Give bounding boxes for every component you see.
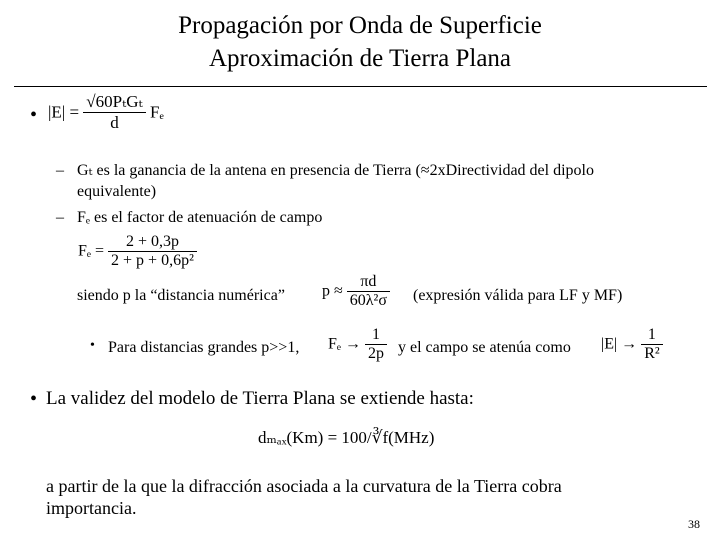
eq3-numerator: πd	[360, 273, 377, 290]
numeric-distance-text: siendo p la “distancia numérica”	[77, 287, 285, 304]
equation-field-decay	[601, 326, 663, 363]
eq5-denominator: R²	[641, 344, 662, 363]
eq2-fraction	[108, 233, 197, 270]
eq1-numerator: √60PₜGₜ	[86, 92, 143, 111]
eq1-fraction	[83, 92, 145, 133]
eq5-fraction	[641, 326, 662, 363]
gain-description: Gₜ es la ganancia de la antena en presencia de Tierra (≈2xDirectividad del dipolo equivalente)	[77, 162, 594, 200]
equation-numeric-distance	[322, 273, 390, 310]
equation-dmax: dₘₐₓ(Km) = 100/∛f(MHz)	[258, 428, 435, 447]
title-divider	[14, 86, 707, 87]
slide-title-line2: Aproximación de Tierra Plana	[208, 45, 512, 72]
equation-large-distance	[328, 326, 387, 363]
equation-attenuation-factor	[78, 233, 197, 270]
bullet-2-symbol: •	[30, 388, 38, 410]
validity-note: (expresión válida para LF y MF)	[413, 287, 623, 304]
eq3-fraction	[347, 273, 390, 310]
eq1-rhs: Fₑ	[149, 102, 164, 122]
equation-field-strength	[48, 92, 164, 133]
large-distance-text: Para distancias grandes p>>1,	[108, 339, 300, 356]
validity-statement: La validez del modelo de Tierra Plana se extiende hasta:	[46, 388, 474, 409]
eq4-numerator: 1	[372, 326, 380, 343]
field-decay-text: y el campo se atenúa como	[398, 339, 571, 356]
eq3-denominator: 60λ²σ	[347, 291, 390, 310]
eq2-numerator: 2 + 0,3p	[125, 233, 179, 250]
eq2-lhs: Fₑ =	[78, 242, 105, 260]
eq4-denominator: 2p	[365, 344, 387, 363]
attenuation-description: Fₑ es el factor de atenuación de campo	[77, 209, 323, 226]
dash-1: –	[56, 162, 64, 179]
bullet-large-distance-symbol: •	[90, 338, 95, 353]
eq1-denominator: d	[83, 112, 145, 133]
eq4-fraction	[365, 326, 387, 363]
page-number: 38	[688, 517, 700, 531]
eq3-lhs: p ≈	[322, 282, 343, 300]
eq4-lhs: Fₑ →	[328, 335, 361, 353]
eq1-lhs: |E| =	[48, 102, 80, 122]
eq5-lhs: |E| →	[601, 335, 638, 353]
bullet-1-symbol: •	[30, 104, 38, 126]
eq2-denominator: 2 + p + 0,6p²	[108, 251, 197, 270]
slide-title-line1: Propagación por Onda de Superficie	[178, 12, 542, 39]
eq5-numerator: 1	[647, 326, 656, 343]
dash-2: –	[56, 209, 64, 226]
diffraction-text: a partir de la que la difracción asociada a la curvatura de la Tierra cobra importancia.	[46, 476, 562, 518]
